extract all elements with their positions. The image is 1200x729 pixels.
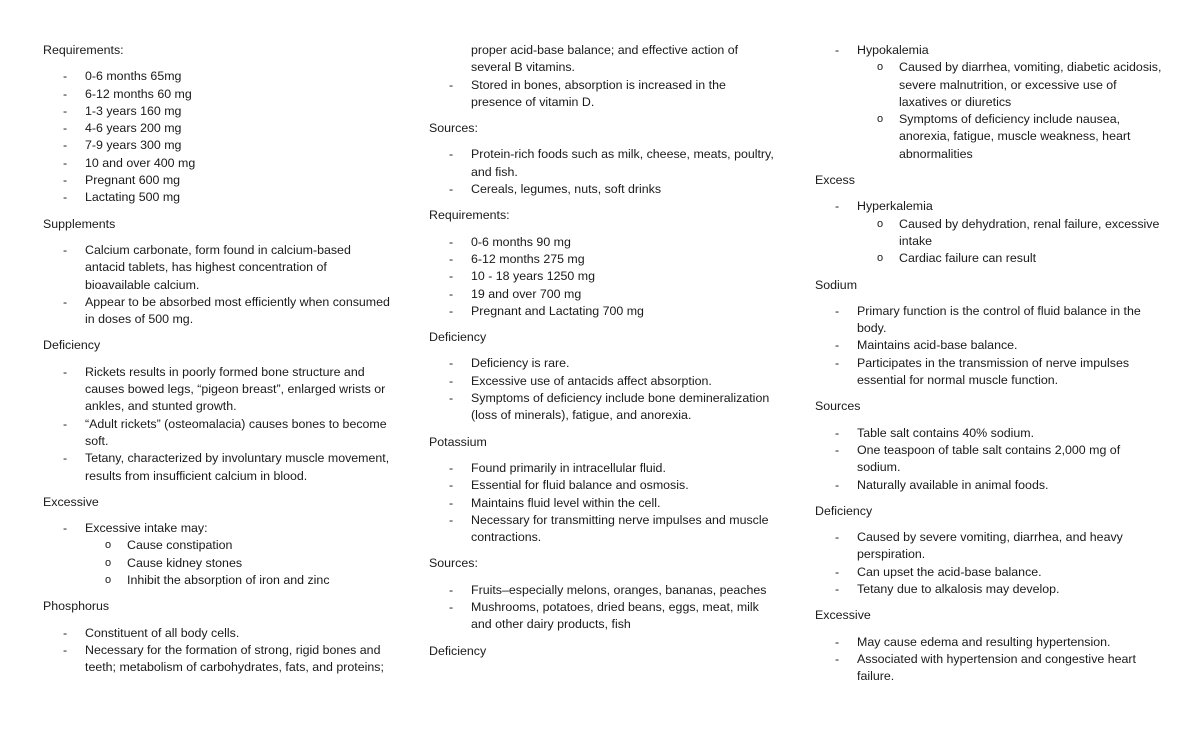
supplements-list <box>43 242 393 328</box>
list-item: - May cause edema and resulting hypertension. <box>857 634 1165 651</box>
list-item-label: Hyperkalemia <box>857 199 933 214</box>
potassium-excess-heading: Excess <box>815 173 855 188</box>
list-item: - 4-6 years 200 mg <box>85 120 393 137</box>
list-item: - 7-9 years 300 mg <box>85 137 393 154</box>
list-item: - Can upset the acid-base balance. <box>857 564 1165 581</box>
list-item: - Deficiency is rare. <box>471 355 779 372</box>
list-item: - Participates in the transmission of nerve impulses essential for normal muscle function. <box>857 355 1165 390</box>
list-item: - Stored in bones, absorption is increased in the presence of vitamin D. <box>471 77 779 112</box>
list-item: - Mushrooms, potatoes, dried beans, eggs, meat, milk and other dairy products, fish <box>471 599 779 634</box>
potassium-sources-heading: Sources: <box>429 556 478 571</box>
hypokalemia-list <box>815 42 1165 163</box>
phosphorus-requirements-list <box>429 234 779 320</box>
sodium-list <box>815 303 1165 389</box>
list-item: - Maintains fluid level within the cell. <box>471 495 779 512</box>
sodium-deficiency-list <box>815 529 1165 598</box>
list-item: - Tetany, characterized by involuntary muscle movement, results from insufficient calcium in blood. <box>85 450 393 485</box>
list-item: - 6-12 months 275 mg <box>471 251 779 268</box>
column-1 <box>43 42 393 686</box>
potassium-list <box>429 460 779 546</box>
continued-text: proper acid-base balance; and effective action of several B vitamins. <box>471 43 739 75</box>
sodium-sources-heading: Sources <box>815 399 861 414</box>
potassium-sources-list <box>429 582 779 634</box>
sodium-excessive-heading: Excessive <box>815 608 871 623</box>
list-item: - Caused by severe vomiting, diarrhea, and heavy perspiration. <box>857 529 1165 564</box>
sub-list <box>85 537 393 589</box>
calcium-excessive-list <box>43 520 393 589</box>
calcium-deficiency-heading: Deficiency <box>43 338 101 353</box>
sub-list-item: o Caused by diarrhea, vomiting, diabetic acidosis, severe malnutrition, or excessive use of laxatives or diuretics <box>899 59 1165 111</box>
phosphorus-heading: Phosphorus <box>43 599 110 614</box>
list-item: - Constituent of all body cells. <box>85 625 393 642</box>
list-item: - 19 and over 700 mg <box>471 286 779 303</box>
potassium-heading: Potassium <box>429 434 487 449</box>
phosphorus-requirements-heading: Requirements: <box>429 208 510 223</box>
list-item: - Maintains acid-base balance. <box>857 337 1165 354</box>
phosphorus-deficiency-heading: Deficiency <box>429 330 487 345</box>
sub-list-item: o Cause kidney stones <box>127 555 393 572</box>
phosphorus-sources-heading: Sources: <box>429 121 478 136</box>
list-item: - 0-6 months 90 mg <box>471 234 779 251</box>
phosphorus-continued-list <box>429 42 779 111</box>
list-item: - Cereals, legumes, nuts, soft drinks <box>471 181 779 198</box>
supplements-heading: Supplements <box>43 216 116 231</box>
phosphorus-deficiency-list <box>429 355 779 424</box>
list-item: - Calcium carbonate, form found in calcium-based antacid tablets, has highest concentration of bioavailable calcium. <box>85 242 393 294</box>
list-item: - Found primarily in intracellular fluid. <box>471 460 779 477</box>
phosphorus-sources-list <box>429 146 779 198</box>
list-item: - Protein-rich foods such as milk, cheese, meats, poultry, and fish. <box>471 146 779 181</box>
sub-list-item: o Cardiac failure can result <box>899 250 1165 267</box>
list-item: - Symptoms of deficiency include bone demineralization (loss of minerals), fatigue, and anorexia. <box>471 390 779 425</box>
list-item: - Appear to be absorbed most efficiently when consumed in doses of 500 mg. <box>85 294 393 329</box>
sub-list-item: o Cause constipation <box>127 537 393 554</box>
list-item <box>857 42 1165 163</box>
sodium-sources-list <box>815 425 1165 494</box>
list-item-label: Excessive intake may: <box>85 521 208 536</box>
list-item: - Table salt contains 40% sodium. <box>857 425 1165 442</box>
list-item: - 1-3 years 160 mg <box>85 103 393 120</box>
sub-list-item: o Inhibit the absorption of iron and zinc <box>127 572 393 589</box>
column-3 <box>815 42 1165 695</box>
hyperkalemia-list <box>815 198 1165 267</box>
sub-list-item: o Caused by dehydration, renal failure, excessive intake <box>899 216 1165 251</box>
list-item: - Lactating 500 mg <box>85 189 393 206</box>
list-item: - 0-6 months 65mg <box>85 68 393 85</box>
sub-list <box>857 216 1165 268</box>
sub-list-item: o Symptoms of deficiency include nausea, anorexia, fatigue, muscle weakness, heart abnormalities <box>899 111 1165 163</box>
sodium-excessive-list <box>815 634 1165 686</box>
list-item: - Naturally available in animal foods. <box>857 477 1165 494</box>
calcium-requirements-heading: Requirements: <box>43 43 124 57</box>
list-item: - Fruits–especially melons, oranges, bananas, peaches <box>471 582 779 599</box>
list-item: - Necessary for transmitting nerve impulses and muscle contractions. <box>471 512 779 547</box>
phosphorus-list <box>43 625 393 677</box>
list-item: - Excessive use of antacids affect absorption. <box>471 373 779 390</box>
list-item-label: Hypokalemia <box>857 43 929 57</box>
list-item: - Necessary for the formation of strong, rigid bones and teeth; metabolism of carbohydrates, fats, and proteins; <box>85 642 393 677</box>
sub-list <box>857 59 1165 163</box>
list-item: - Pregnant 600 mg <box>85 172 393 189</box>
list-item: - Rickets results in poorly formed bone structure and causes bowed legs, “pigeon breast”, enlarged wrists or ankles, and stunted growth. <box>85 364 393 416</box>
list-item: - Pregnant and Lactating 700 mg <box>471 303 779 320</box>
column-2 <box>429 42 779 669</box>
list-item: - Tetany due to alkalosis may develop. <box>857 581 1165 598</box>
sodium-deficiency-heading: Deficiency <box>815 503 873 518</box>
list-item: - Associated with hypertension and congestive heart failure. <box>857 651 1165 686</box>
list-item: - One teaspoon of table salt contains 2,000 mg of sodium. <box>857 442 1165 477</box>
list-item: - 10 - 18 years 1250 mg <box>471 268 779 285</box>
list-item <box>857 198 1165 267</box>
list-item: - 10 and over 400 mg <box>85 155 393 172</box>
list-item: - “Adult rickets” (osteomalacia) causes bones to become soft. <box>85 416 393 451</box>
list-item <box>85 520 393 589</box>
calcium-requirements-list <box>43 68 393 206</box>
calcium-excessive-heading: Excessive <box>43 494 99 509</box>
sodium-heading: Sodium <box>815 277 858 292</box>
list-item: - Primary function is the control of fluid balance in the body. <box>857 303 1165 338</box>
potassium-deficiency-heading: Deficiency <box>429 643 487 658</box>
list-item: - 6-12 months 60 mg <box>85 86 393 103</box>
list-item: - Essential for fluid balance and osmosis. <box>471 477 779 494</box>
calcium-deficiency-list <box>43 364 393 485</box>
